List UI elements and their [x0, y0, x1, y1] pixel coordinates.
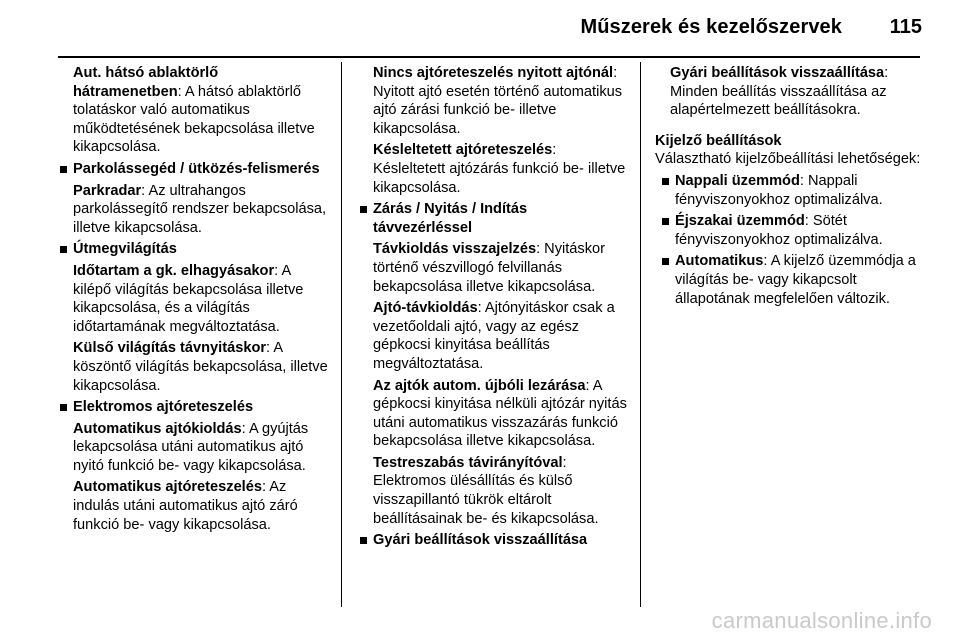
column-divider — [640, 62, 641, 607]
paragraph — [358, 377, 628, 451]
watermark: carmanualsonline.info — [711, 608, 932, 633]
header-rule — [58, 56, 920, 58]
column-divider — [341, 62, 342, 607]
section-heading: Kijelző beállítások — [655, 132, 782, 149]
description: : A kilépő világítás bekapcsolása illetve kikapcsolása, és a világítás időtartamának megváltoztatása. — [73, 262, 304, 335]
description: : Nappali fényviszonyokhoz optimalizálva. — [675, 172, 883, 208]
description: : Nyitáskor történő vészvillogó felvillanás bekapcsolása illetve kikapcsolása. — [373, 241, 605, 295]
bullet-item — [58, 240, 328, 259]
bullet-label: Zárás / Nyitás / Indítás távvezérléssel — [373, 201, 528, 236]
column-middle — [358, 64, 628, 553]
term: Gyári beállítások visszaállítása — [670, 65, 885, 81]
paragraph — [358, 64, 628, 138]
term: Automatikus ajtóreteszelés — [73, 479, 262, 496]
description: : A köszöntő világítás bekapcsolása, illetve kikapcsolása. — [73, 340, 328, 394]
bullet-item — [58, 398, 328, 417]
description: : A kijelző üzemmódja a világítás be- vagy kikapcsolt állapotának megfelelően változik. — [675, 253, 916, 307]
bullet-item — [660, 252, 925, 308]
bullet-label: Parkolássegéd / ütközés-felismerés — [73, 160, 320, 177]
bullet-icon — [662, 178, 669, 185]
bullet-item — [358, 200, 628, 237]
bullet-label: Gyári beállítások visszaállítása — [373, 532, 588, 549]
bullet-icon — [360, 206, 367, 213]
description: : Nyitott ajtó esetén történő automatikus ajtó zárási funkció be- illetve kikapcsolása. — [373, 65, 623, 137]
bullet-icon — [662, 218, 669, 225]
paragraph — [358, 240, 628, 296]
term: Aut. hátsó ablaktörlő hátramenetben — [73, 65, 219, 100]
term: Automatikus — [675, 253, 764, 270]
bullet-item — [58, 160, 328, 179]
description: : A gyújtás lekapcsolása utáni automatikus ajtó nyitó funkció be- vagy kikapcsolása. — [73, 420, 309, 474]
term: Külső világítás távnyitáskor — [73, 340, 267, 357]
bullet-label: Elektromos ajtóreteszelés — [73, 399, 254, 416]
paragraph — [358, 299, 628, 373]
page-title: Műszerek és kezelőszervek — [580, 16, 842, 38]
term: Parkradar — [73, 182, 142, 199]
term: Automatikus ajtókioldás — [73, 420, 242, 437]
paragraph — [58, 182, 328, 238]
term: Testreszabás távirányítóval — [373, 454, 563, 471]
term: Távkioldás visszajelzés — [373, 241, 537, 258]
bullet-icon — [60, 404, 67, 411]
term: Nappali üzemmód — [675, 172, 800, 189]
bullet-icon — [662, 258, 669, 265]
term: Késleltetett ajtóreteszelés — [373, 142, 553, 159]
description: : Az indulás utáni automatikus ajtó záró funkció be- vagy kikapcsolása. — [73, 479, 298, 533]
term: Időtartam a gk. elhagyásakor — [73, 262, 275, 279]
paragraph — [655, 64, 925, 120]
paragraph — [58, 339, 328, 395]
column-right — [655, 64, 925, 311]
description: : Minden beállítás visszaállítása az alapértelmezett beállításokra. — [670, 65, 889, 119]
term: Ajtó-távkioldás — [373, 300, 478, 317]
paragraph — [358, 454, 628, 528]
section-intro: Választható kijelzőbeállítási lehetőségek: — [655, 151, 921, 168]
bullet-icon — [360, 537, 367, 544]
paragraph — [58, 64, 328, 157]
paragraph — [58, 262, 328, 336]
bullet-icon — [60, 166, 67, 173]
description: : Sötét fényviszonyokhoz optimalizálva. — [675, 213, 883, 248]
term: Nincs ajtóreteszelés nyitott ajtónál — [373, 65, 614, 81]
term: Az ajtók autom. újbóli lezárása — [373, 377, 586, 394]
description: : A hátsó ablaktörlő tolatáskor való automatikus működtetésének bekapcsolása illetve kikapcsolása. — [73, 83, 315, 156]
column-left — [58, 64, 328, 537]
description: : Ajtónyitáskor csak a vezetőoldali ajtó, vagy az egész gépkocsi kinyitása beállítás megváltoztatása. — [373, 300, 615, 372]
paragraph — [58, 478, 328, 534]
description: : A gépkocsi kinyitása nélküli ajtózár nyitás utáni automatikus visszazárás funkció bekapcsolása illetve kikapcsolása. — [373, 377, 627, 450]
bullet-item — [358, 531, 628, 550]
description: : Késleltetett ajtózárás funkció be- illetve kikapcsolása. — [373, 142, 626, 196]
paragraph — [58, 420, 328, 476]
bullet-item — [660, 172, 925, 209]
term: Éjszakai üzemmód — [675, 213, 805, 230]
paragraph — [358, 141, 628, 197]
description: : Az ultrahangos parkolássegítő rendszer bekapcsolása, illetve kikapcsolása. — [73, 182, 327, 236]
bullet-label: Útmegvilágítás — [73, 241, 177, 258]
description: : Elektromos ülésállítás és külső visszapillantó tükrök eltárolt beállításainak be- és kikapcsolása. — [373, 454, 599, 527]
page-header — [0, 0, 960, 58]
page-number: 115 — [889, 16, 922, 38]
bullet-item — [660, 212, 925, 249]
bullet-icon — [60, 246, 67, 253]
